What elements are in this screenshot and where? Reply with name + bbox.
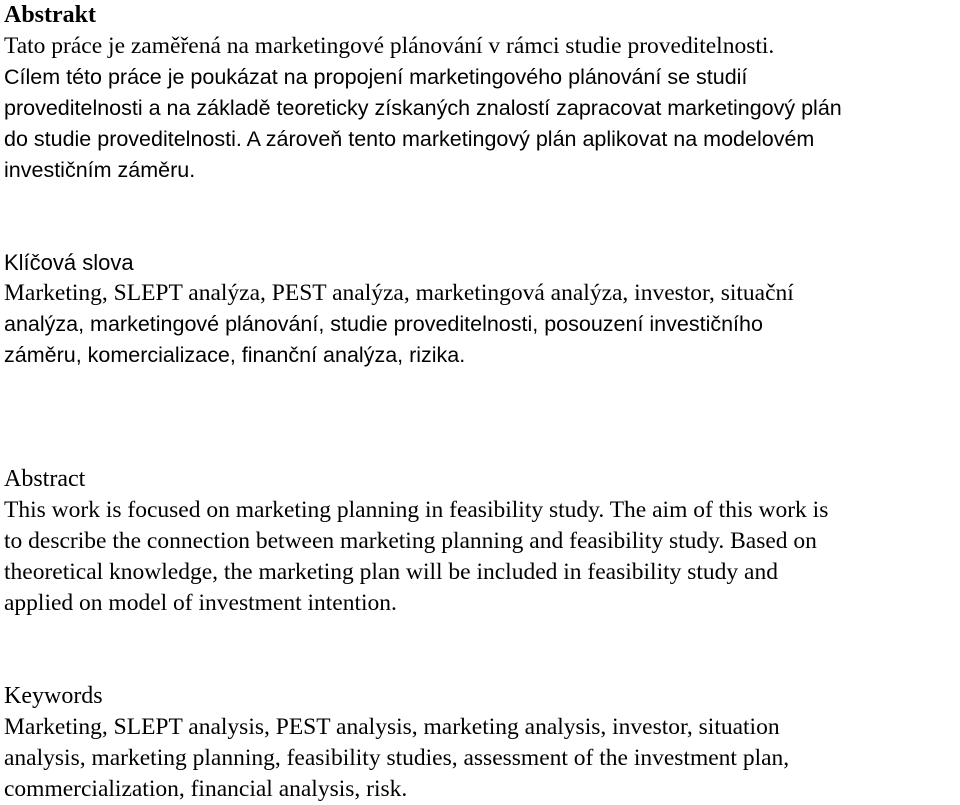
keywords-heading: Keywords [4,683,103,709]
abstrakt-heading: Abstrakt [4,2,97,28]
keywords-section [4,681,956,805]
abstract-line: applied on model of investment intention. [4,590,397,616]
klicova-slova-line: analýza, marketingové plánování, studie proveditelnosti, posouzení investičního [4,312,763,336]
keywords-line: Marketing, SLEPT analysis, PEST analysis, marketing analysis, investor, situation [4,714,780,740]
abstrakt-line: proveditelnosti a na základě teoreticky získaných znalostí zapracovat marketingový plán [4,96,842,120]
keywords-line: analysis, marketing planning, feasibility studies, assessment of the investment plan, [4,745,790,771]
abstrakt-section [4,0,956,186]
klicova-slova-paragraph [4,278,956,371]
abstract-paragraph [4,495,956,619]
klicova-slova-line: záměru, komercializace, finanční analýza, rizika. [4,343,466,367]
abstrakt-line: Cílem této práce je poukázat na propojení marketingového plánování se studií [4,65,748,89]
klicova-slova-heading: Klíčová slova [4,250,134,275]
abstrakt-paragraph [4,31,956,186]
abstrakt-line: Tato práce je zaměřená na marketingové plánování v rámci studie proveditelnosti. [4,33,775,59]
klicova-slova-section [4,247,956,371]
abstrakt-line: investičním záměru. [4,158,196,182]
abstract-line: to describe the connection between marketing planning and feasibility study. Based on [4,528,817,554]
klicova-slova-line: Marketing, SLEPT analýza, PEST analýza, marketingová analýza, investor, situační [4,280,794,306]
abstrakt-line: do studie proveditelnosti. A zároveň tento marketingový plán aplikovat na modelovém [4,127,815,151]
abstract-heading: Abstract [4,466,86,492]
abstract-section [4,464,956,619]
keywords-line: commercialization, financial analysis, risk. [4,776,408,802]
keywords-paragraph [4,712,956,805]
abstract-line: theoretical knowledge, the marketing plan will be included in feasibility study and [4,559,778,585]
abstract-line: This work is focused on marketing planning in feasibility study. The aim of this work is [4,497,829,523]
